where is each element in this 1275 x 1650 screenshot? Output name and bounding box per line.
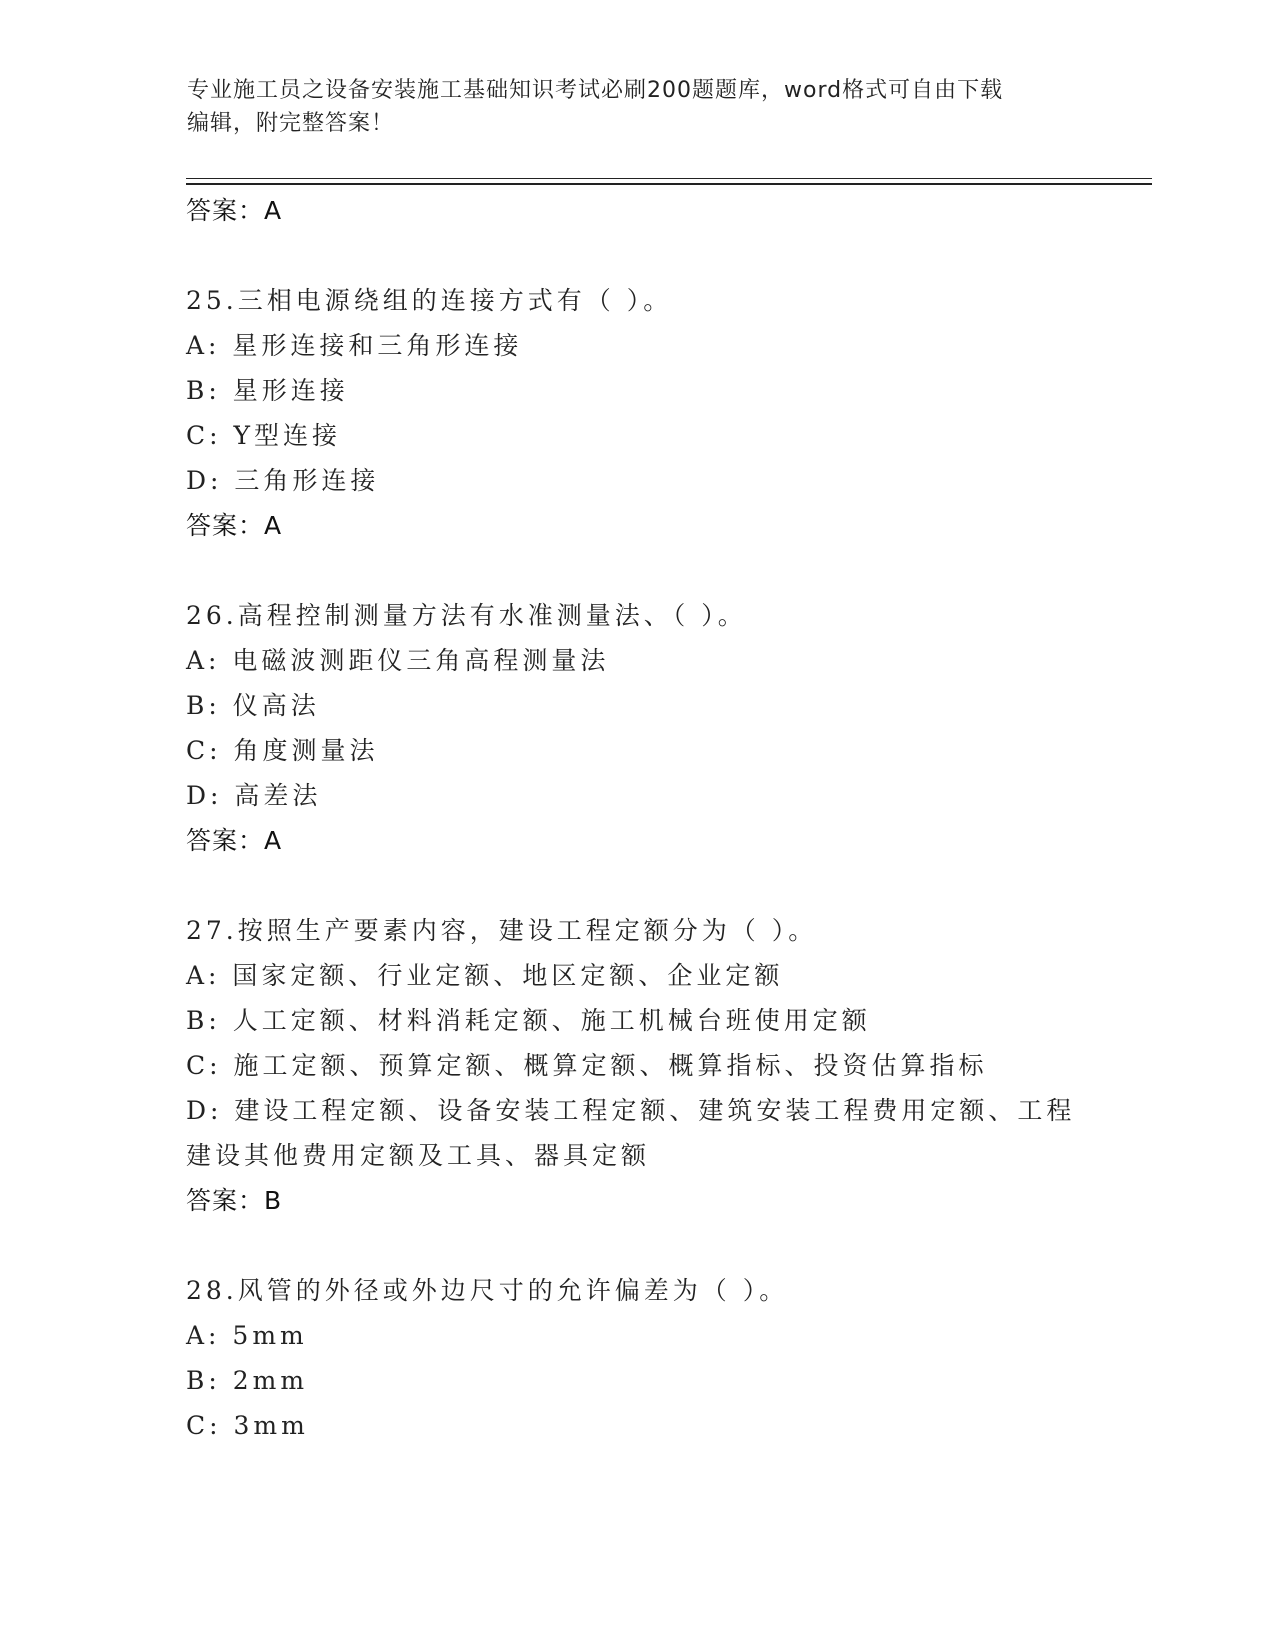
option-b: B: 仪高法 (186, 691, 320, 720)
option-b: B: 星形连接 (186, 376, 349, 405)
spacer (186, 548, 1086, 593)
spacer (186, 1223, 1086, 1268)
header-line-2: 编辑，附完整答案！ (187, 111, 395, 136)
option-d: D: 建设工程定额、设备安装工程定额、建筑安装工程费用定额、工程 (186, 1096, 1076, 1125)
spacer (186, 233, 1086, 278)
question-stem: 28.风管的外径或外边尺寸的允许偏差为（ ）。 (186, 1276, 789, 1305)
header-rule-thin (186, 178, 1152, 179)
option-a: A: 电磁波测距仪三角高程测量法 (186, 646, 610, 675)
document-header (187, 74, 1067, 140)
question-block (186, 593, 1086, 863)
answer-line: 答案：A (186, 196, 283, 225)
option-c: C: Y型连接 (186, 421, 342, 450)
question-block (186, 1268, 1086, 1448)
spacer (186, 863, 1086, 908)
option-d: D: 高差法 (186, 781, 322, 810)
option-c: C: 3mm (186, 1411, 309, 1440)
question-stem: 27.按照生产要素内容，建设工程定额分为（ ）。 (186, 916, 818, 945)
question-stem: 26.高程控制测量方法有水准测量法、（ ）。 (186, 601, 747, 630)
option-c: C: 施工定额、预算定额、概算定额、概算指标、投资估算指标 (186, 1051, 988, 1080)
option-b: B: 人工定额、材料消耗定额、施工机械台班使用定额 (186, 1006, 871, 1035)
option-d: D: 三角形连接 (186, 466, 380, 495)
question-block (186, 908, 1086, 1223)
option-b: B: 2mm (186, 1366, 309, 1395)
option-a: A: 5mm (186, 1321, 308, 1350)
option-c: C: 角度测量法 (186, 736, 379, 765)
question-stem: 25.三相电源绕组的连接方式有（ ）。 (186, 286, 673, 315)
answer-line: 答案：B (186, 1186, 283, 1215)
option-d-continuation: 建设其他费用定额及工具、器具定额 (186, 1141, 651, 1170)
question-list (186, 188, 1086, 1448)
header-rule-thick (186, 183, 1152, 185)
question-block (186, 278, 1086, 548)
option-a: A: 星形连接和三角形连接 (186, 331, 523, 360)
answer-line: 答案：A (186, 826, 283, 855)
answer-line: 答案：A (186, 511, 283, 540)
option-a: A: 国家定额、行业定额、地区定额、企业定额 (186, 961, 784, 990)
header-line-1: 专业施工员之设备安装施工基础知识考试必刷200题题库，word格式可自由下载 (187, 78, 1004, 103)
